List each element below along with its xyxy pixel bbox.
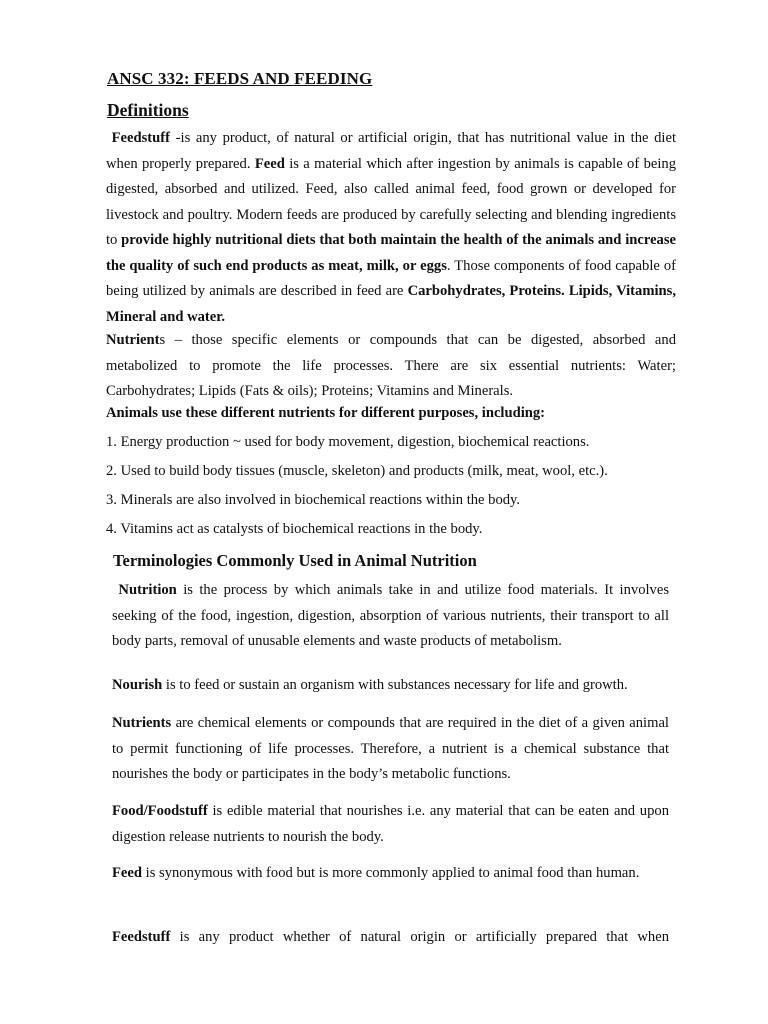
nutrients-term: Nutrient	[106, 332, 160, 348]
term-label: Feedstuff	[112, 929, 171, 945]
term-label: Food/Foodstuff	[112, 803, 208, 819]
term-text: is to feed or sustain an organism with substances necessary for life and growth.	[162, 677, 628, 693]
term-text: is edible material that nourishes i.e. any material that can be eaten and upon digestion release nutrients to nourish the body.	[112, 803, 669, 845]
feedstuff-definition-paragraph	[106, 126, 676, 330]
feedstuff-term: Feedstuff	[111, 130, 171, 146]
term-label: Nutrients	[112, 715, 172, 731]
terminologies-heading: Terminologies Commonly Used in Animal Nutrition	[113, 551, 477, 570]
feedstuff-text: -is any product, of natural or artificial origin, that has nutritional value in the diet when properly prepared.	[106, 130, 676, 172]
use-item-3: 3. Minerals are also involved in biochemical reactions within the body.	[106, 492, 521, 508]
term-text: is synonymous with food but is more commonly applied to animal food than human.	[142, 865, 640, 881]
term-food-foodstuff	[112, 799, 669, 850]
use-item-2: 2. Used to build body tissues (muscle, skeleton) and products (milk, meat, wool, etc.).	[106, 463, 608, 479]
feed-text: is a material which after ingestion by animals is capable of being digested, absorbed and utilized. Feed, also called animal feed, food grown or developed for livestock and poultry. Modern feeds are produced by carefully selecting and blending ingredients to	[106, 155, 677, 248]
term-label: Feed	[112, 865, 142, 881]
term-text: is any product whether of natural origin or artificially prepared that when	[170, 929, 669, 945]
use-item-4: 4. Vitamins act as catalysts of biochemical reactions in the body.	[106, 521, 483, 537]
uses-heading: Animals use these different nutrients for different purposes, including:	[106, 405, 546, 421]
term-text: is the process by which animals take in and utilize food materials. It involves seeking of the food, ingestion, digestion, absorption of various nutrients, their transport to all body parts, removal of unusable elements and waste products of metabolism.	[112, 582, 669, 649]
term-label: Nourish	[112, 677, 163, 693]
term-nourish	[112, 673, 669, 699]
term-label: Nutrition	[118, 582, 177, 598]
components-text: . Those components of food capable of being utilized by animals are described in feed are	[106, 257, 676, 299]
feed-term: Feed	[254, 155, 285, 172]
nutrients-definition-paragraph	[106, 328, 676, 405]
term-text: are chemical elements or compounds that are required in the diet of a given animal to permit functioning of life processes. Therefore, a nutrient is a chemical substance that nourishes the body or participates in the body’s metabolic functions.	[112, 715, 669, 782]
term-feed	[112, 861, 669, 887]
feed-purpose-text: provide highly nutritional diets that both maintain the health of the animals and increase the quality of such end products as meat, milk, or eggs	[106, 232, 676, 274]
term-nutrients	[112, 711, 669, 788]
nutrients-text: s – those specific elements or compounds that can be digested, absorbed and metabolized to promote the life processes. There are six essential nutrients: Water; Carbohydrates; Lipids (Fats & oils); Proteins; Vitamins and Minerals.	[106, 332, 676, 399]
use-item-1: 1. Energy production ~ used for body movement, digestion, biochemical reactions.	[106, 434, 590, 450]
nutrient-list-text: Carbohydrates, Proteins. Lipids, Vitamins, Mineral and water.	[106, 283, 676, 325]
term-nutrition	[112, 578, 669, 655]
term-feedstuff	[112, 925, 669, 951]
definitions-heading: Definitions	[107, 100, 189, 120]
course-title: ANSC 332: FEEDS AND FEEDING	[107, 69, 373, 88]
